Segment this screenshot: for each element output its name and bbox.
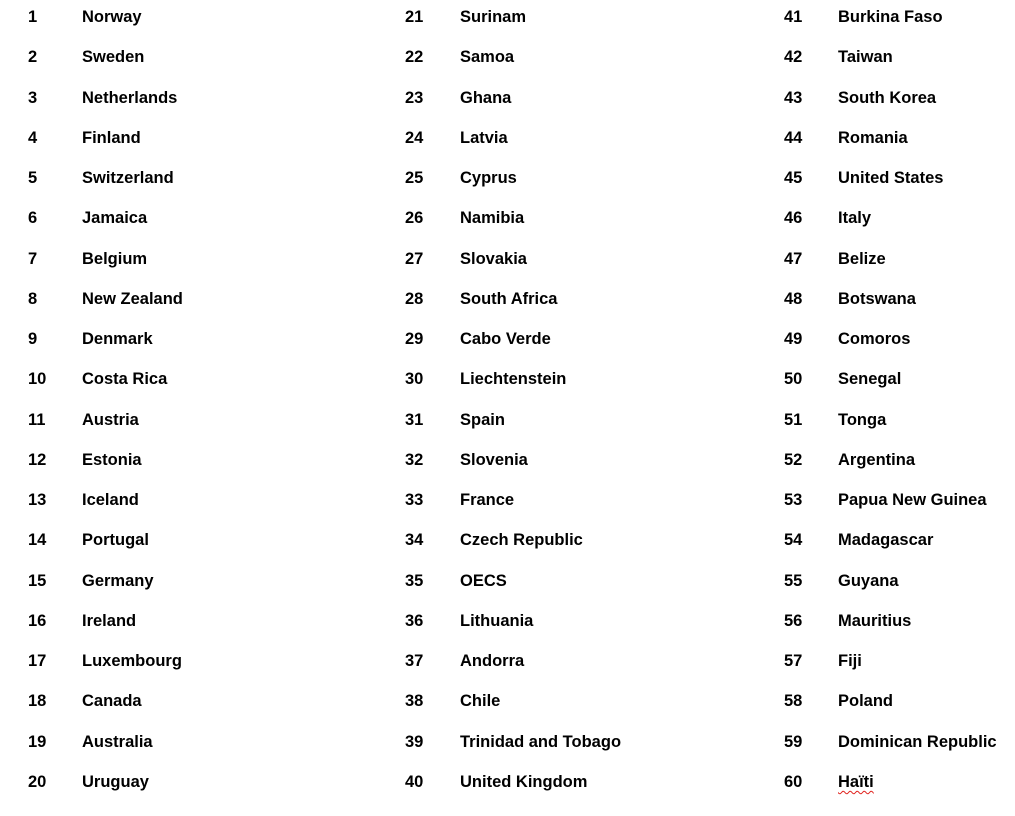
rank-number: 19 — [28, 732, 47, 751]
rank-number: 55 — [784, 571, 803, 590]
rank-number: 35 — [405, 571, 424, 590]
rank-number: 22 — [405, 48, 424, 67]
country-name: Finland — [82, 128, 141, 147]
rank-number: 56 — [784, 611, 803, 630]
country-name: Australia — [82, 732, 153, 751]
country-name: OECS — [460, 571, 507, 590]
rank-number: 9 — [28, 330, 38, 348]
rank-number: 6 — [28, 209, 38, 228]
rank-number: 57 — [784, 652, 803, 670]
country-name: Germany — [82, 571, 154, 590]
country-name: Iceland — [82, 491, 139, 509]
country-name: Belize — [838, 249, 886, 268]
rank-number: 12 — [28, 450, 47, 469]
rank-number: 23 — [405, 88, 424, 107]
rank-number: 16 — [28, 611, 47, 630]
country-name: Canada — [82, 692, 142, 711]
rank-number: 3 — [28, 88, 38, 107]
country-name: Poland — [838, 692, 894, 711]
rank-number: 46 — [784, 209, 803, 228]
country-name: Liechtenstein — [460, 370, 567, 389]
country-name: Costa Rica — [82, 370, 168, 389]
country-name: South Korea — [838, 88, 937, 107]
country-name: Cyprus — [460, 169, 517, 187]
rank-number: 31 — [405, 410, 424, 429]
rank-number: 32 — [405, 450, 424, 469]
country-name: Taiwan — [838, 48, 893, 67]
rank-number: 52 — [784, 450, 803, 469]
country-name: Jamaica — [82, 209, 148, 228]
rank-number: 33 — [405, 491, 424, 509]
rank-number: 8 — [28, 289, 38, 308]
rank-number: 47 — [784, 249, 803, 268]
rank-number: 18 — [28, 692, 47, 711]
country-name: Andorra — [460, 652, 525, 670]
rank-number: 43 — [784, 88, 803, 107]
rank-number: 20 — [28, 772, 47, 791]
rank-number: 25 — [405, 169, 424, 187]
country-name: Latvia — [460, 128, 508, 147]
country-name: Tonga — [838, 410, 887, 429]
rank-number: 4 — [28, 128, 38, 147]
country-name: Uruguay — [82, 772, 149, 791]
rank-number: 17 — [28, 652, 47, 670]
country-name: Italy — [838, 209, 872, 228]
country-name: Lithuania — [460, 611, 534, 630]
country-name: Portugal — [82, 531, 149, 550]
country-name: Dominican Republic — [838, 732, 997, 751]
country-name: New Zealand — [82, 289, 183, 308]
country-name: Luxembourg — [82, 652, 182, 670]
rank-number: 48 — [784, 289, 803, 308]
country-name: Sweden — [82, 48, 145, 67]
country-name: Belgium — [82, 249, 148, 268]
country-name: Trinidad and Tobago — [460, 732, 622, 751]
country-name: Netherlands — [82, 88, 178, 107]
rank-number: 54 — [784, 531, 803, 550]
country-name: Fiji — [838, 652, 862, 670]
country-name: Madagascar — [838, 531, 934, 550]
country-name: Ireland — [82, 611, 137, 630]
rank-number: 15 — [28, 571, 47, 590]
rank-number: 24 — [405, 128, 424, 147]
rank-number: 39 — [405, 732, 424, 751]
rank-number: 1 — [28, 8, 38, 26]
country-name: Spain — [460, 410, 505, 429]
country-name: Norway — [82, 8, 142, 26]
rank-number: 27 — [405, 249, 424, 268]
country-name: Mauritius — [838, 611, 912, 630]
country-name: Slovakia — [460, 249, 527, 268]
country-name: Comoros — [838, 330, 911, 348]
rank-number: 14 — [28, 531, 47, 550]
rank-number: 26 — [405, 209, 424, 228]
country-name: Namibia — [460, 209, 525, 228]
rank-number: 28 — [405, 289, 424, 308]
country-name: Slovenia — [460, 450, 528, 469]
rank-number: 5 — [28, 169, 38, 187]
rank-number: 53 — [784, 491, 803, 509]
rank-number: 13 — [28, 491, 47, 509]
country-name: Surinam — [460, 8, 527, 26]
country-name: France — [460, 491, 515, 509]
rank-number: 41 — [784, 8, 803, 26]
rank-number: 29 — [405, 330, 424, 348]
rank-number: 36 — [405, 611, 424, 630]
country-name: Senegal — [838, 370, 902, 389]
rank-number: 42 — [784, 48, 803, 67]
rank-number: 11 — [28, 410, 46, 429]
country-name: South Africa — [460, 289, 558, 308]
rank-number: 21 — [405, 8, 424, 26]
rank-number: 2 — [28, 48, 38, 67]
rank-number: 38 — [405, 692, 424, 711]
country-name: Denmark — [82, 330, 153, 348]
rank-number: 34 — [405, 531, 424, 550]
rank-number: 49 — [784, 330, 803, 348]
rank-number: 44 — [784, 128, 803, 147]
rank-number: 40 — [405, 772, 424, 791]
rank-number: 7 — [28, 249, 38, 268]
rank-number: 45 — [784, 169, 803, 187]
country-name: Burkina Faso — [838, 8, 943, 26]
country-name: Chile — [460, 692, 501, 711]
rank-number: 60 — [784, 772, 803, 791]
country-name: Austria — [82, 410, 139, 429]
country-name: Cabo Verde — [460, 330, 551, 348]
country-name: Papua New Guinea — [838, 491, 987, 509]
country-name: Ghana — [460, 88, 512, 107]
country-name: Argentina — [838, 450, 916, 469]
country-name: United States — [838, 169, 944, 187]
country-name: Botswana — [838, 289, 916, 308]
rank-number: 10 — [28, 370, 47, 389]
rank-number: 51 — [784, 410, 803, 429]
country-name: Switzerland — [82, 169, 174, 187]
country-name: Czech Republic — [460, 531, 583, 550]
country-name: Romania — [838, 128, 908, 147]
country-name: Estonia — [82, 450, 142, 469]
rank-number: 59 — [784, 732, 803, 751]
country-name: Haïti — [838, 772, 874, 791]
rank-number: 30 — [405, 370, 424, 389]
country-name: United Kingdom — [460, 772, 588, 791]
rank-number: 37 — [405, 652, 424, 670]
country-name: Samoa — [460, 48, 515, 67]
rank-number: 50 — [784, 370, 803, 389]
country-name: Guyana — [838, 571, 899, 590]
rank-number: 58 — [784, 692, 803, 711]
